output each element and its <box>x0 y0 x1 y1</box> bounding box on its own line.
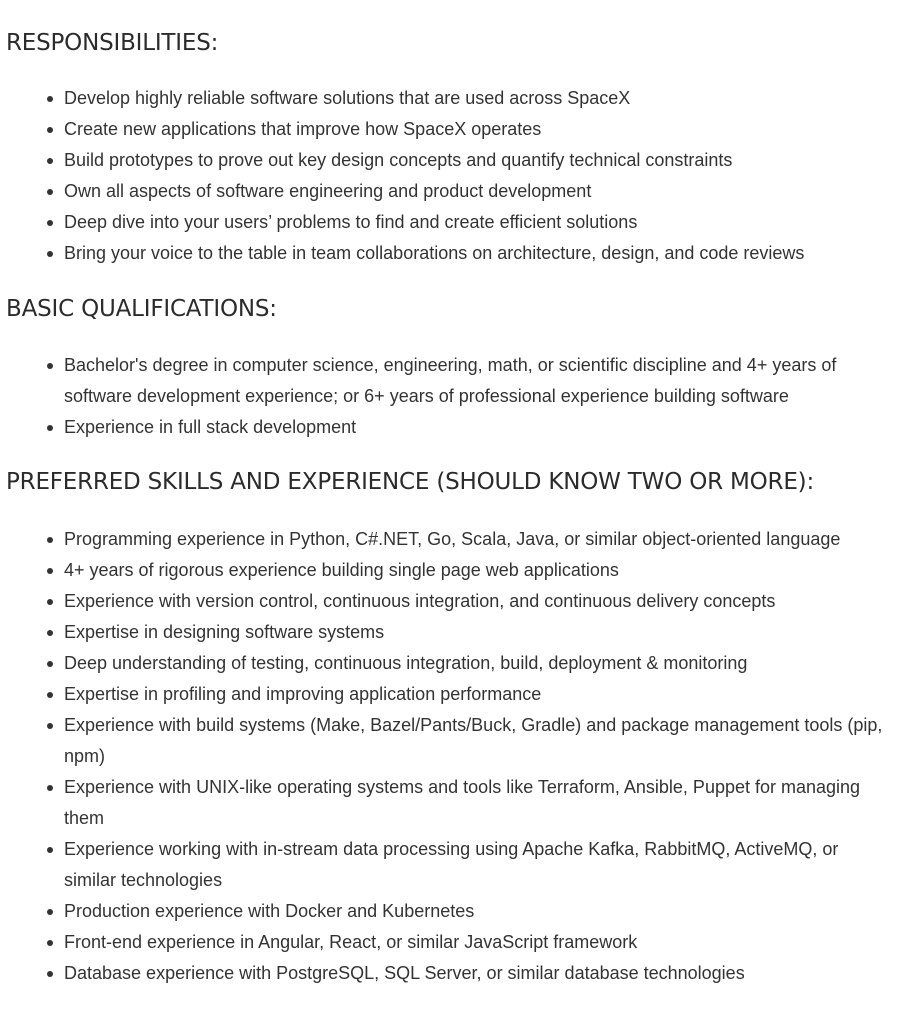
list-item <box>0 83 914 114</box>
list-item <box>0 927 914 958</box>
section-heading: BASIC QUALIFICATIONS: <box>6 296 277 322</box>
bullet-icon <box>47 158 53 164</box>
list-item-text: Deep understanding of testing, continuous integration, build, deployment & monitoring <box>64 653 748 673</box>
list-item-text: Bachelor's degree in computer science, engineering, math, or scientific discipline and 4+ years of software development experience; or 6+ years of professional experience building software <box>64 355 837 406</box>
section-preferred-skills <box>0 467 914 497</box>
list-item <box>0 114 914 145</box>
list-item <box>0 176 914 207</box>
bullet-icon <box>47 537 53 543</box>
list-item <box>0 555 914 586</box>
bullet-icon <box>47 127 53 133</box>
bullet-icon <box>47 785 53 791</box>
bullet-icon <box>47 220 53 226</box>
list-item <box>0 207 914 238</box>
list-item <box>0 412 914 443</box>
list-item-text: Database experience with PostgreSQL, SQL Server, or similar database technologies <box>64 963 745 983</box>
section-basic-qualifications <box>0 294 914 324</box>
list-item <box>0 772 914 834</box>
list-item <box>0 617 914 648</box>
section-heading: PREFERRED SKILLS AND EXPERIENCE (SHOULD KNOW TWO OR MORE): <box>6 469 814 495</box>
bullet-icon <box>47 847 53 853</box>
list-item-text: Create new applications that improve how SpaceX operates <box>64 119 542 139</box>
list-item <box>0 586 914 617</box>
list-item <box>0 834 914 896</box>
bullet-icon <box>47 363 53 369</box>
bullet-icon <box>47 96 53 102</box>
list-item-text: Experience with UNIX-like operating systems and tools like Terraform, Ansible, Puppet for managing them <box>64 777 861 828</box>
list-item-text: Experience with build systems (Make, Bazel/Pants/Buck, Gradle) and package management tools (pip, npm) <box>64 715 883 766</box>
bullet-icon <box>47 251 53 257</box>
list-item-text: Programming experience in Python, C#.NET, Go, Scala, Java, or similar object-oriented language <box>64 529 841 549</box>
section-responsibilities <box>0 28 914 58</box>
bullet-icon <box>47 940 53 946</box>
list-item-text: Own all aspects of software engineering and product development <box>64 181 592 201</box>
bullet-icon <box>47 971 53 977</box>
list-item <box>0 648 914 679</box>
bullet-icon <box>47 568 53 574</box>
bullet-icon <box>47 723 53 729</box>
list-item-text: 4+ years of rigorous experience building single page web applications <box>64 560 619 580</box>
list-item <box>0 896 914 927</box>
list-item-text: Experience in full stack development <box>64 417 357 437</box>
bullet-icon <box>47 692 53 698</box>
bullet-icon <box>47 661 53 667</box>
list-item <box>0 710 914 772</box>
preferred-skills-list <box>0 524 914 989</box>
list-item <box>0 679 914 710</box>
list-item <box>0 238 914 269</box>
bullet-icon <box>47 189 53 195</box>
list-item <box>0 958 914 989</box>
list-item-text: Expertise in profiling and improving application performance <box>64 684 542 704</box>
bullet-icon <box>47 630 53 636</box>
bullet-icon <box>47 599 53 605</box>
list-item <box>0 524 914 555</box>
list-item-text: Experience working with in-stream data processing using Apache Kafka, RabbitMQ, ActiveMQ, or similar technologies <box>64 839 839 890</box>
list-item <box>0 145 914 176</box>
list-item-text: Deep dive into your users’ problems to find and create efficient solutions <box>64 212 638 232</box>
list-item <box>0 350 914 412</box>
section-heading: RESPONSIBILITIES: <box>6 30 219 56</box>
list-item-text: Expertise in designing software systems <box>64 622 385 642</box>
basic-qualifications-list <box>0 350 914 443</box>
list-item-text: Experience with version control, continuous integration, and continuous delivery concepts <box>64 591 776 611</box>
bullet-icon <box>47 909 53 915</box>
list-item-text: Bring your voice to the table in team collaborations on architecture, design, and code reviews <box>64 243 805 263</box>
bullet-icon <box>47 425 53 431</box>
responsibilities-list <box>0 83 914 269</box>
list-item-text: Front-end experience in Angular, React, or similar JavaScript framework <box>64 932 638 952</box>
list-item-text: Develop highly reliable software solutions that are used across SpaceX <box>64 88 631 108</box>
list-item-text: Production experience with Docker and Kubernetes <box>64 901 475 921</box>
list-item-text: Build prototypes to prove out key design concepts and quantify technical constraints <box>64 150 733 170</box>
